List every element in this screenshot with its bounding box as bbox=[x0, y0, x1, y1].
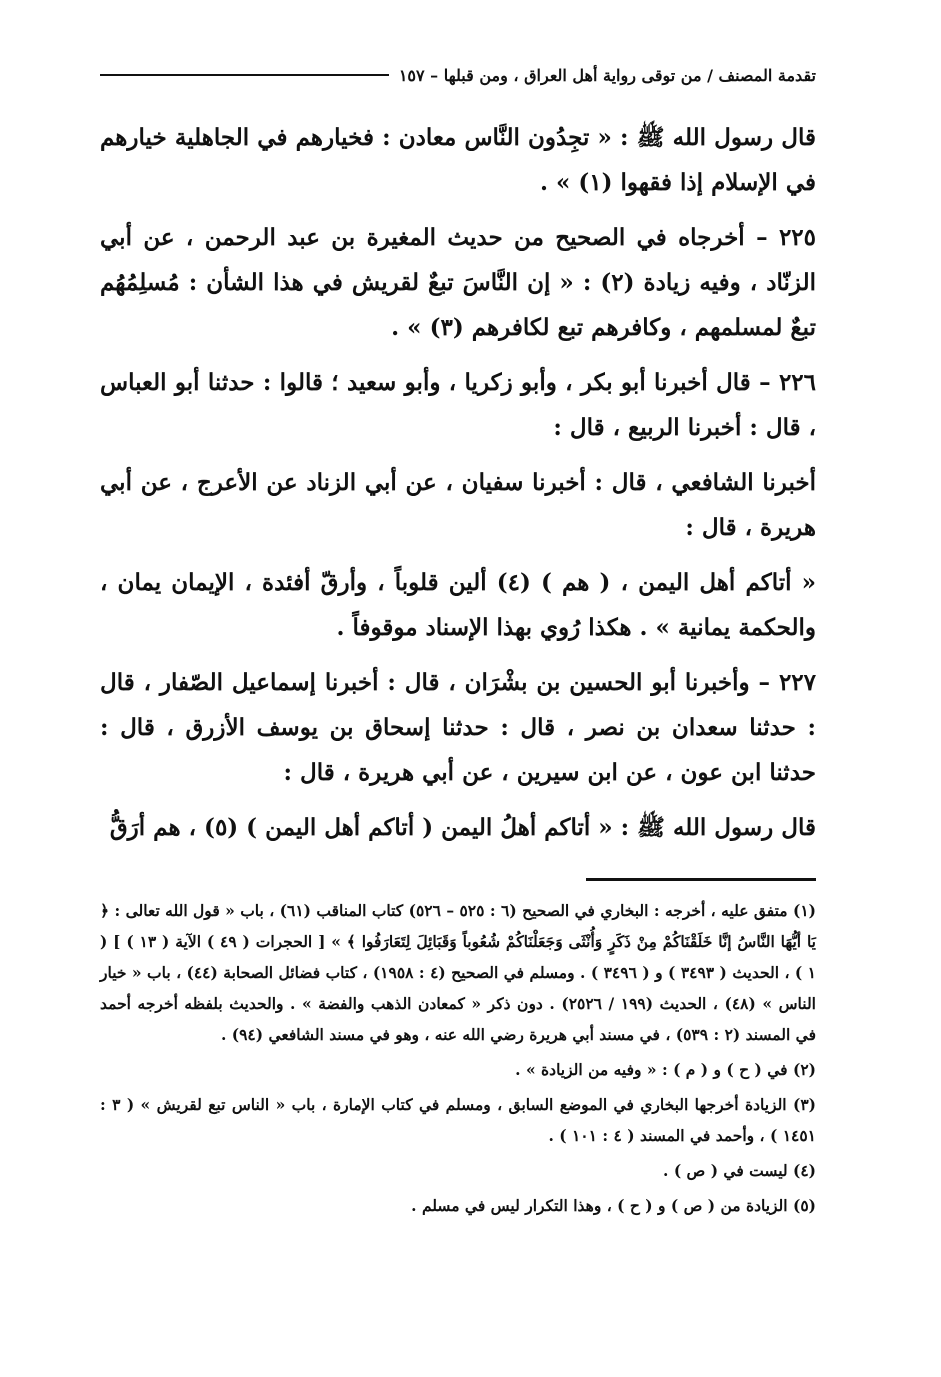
footnote: (٤) ليست في ( ص ) . bbox=[663, 1161, 816, 1180]
main-text bbox=[100, 115, 816, 850]
header-rule bbox=[100, 74, 389, 76]
paragraph: « أتاكم أهل اليمن ، ( هم ) (٤) ألين قلوباً ، وأرقّ أفئدة ، الإيمان يمان ، والحكمة يمانية » . هكذا رُوي بهذا الإسناد موقوفاً . bbox=[100, 569, 816, 641]
footnote-separator bbox=[586, 878, 816, 881]
paragraph: ٢٢٥ – أخرجاه في الصحيح من حديث المغيرة بن عبد الرحمن ، عن أبي الزنّاد ، وفيه زيادة (٢) : « إن النَّاسَ تبعٌ لقريش في هذا الشأن : مُسلِمُهُم تبعٌ لمسلمهم ، وكافرهم تبع لكافرهم (٣) » . bbox=[100, 224, 816, 341]
paragraph: ٢٢٧ – وأخبرنا أبو الحسين بن بشْرَان ، قال : أخبرنا إسماعيل الصّفار ، قال : حدثنا سعدان بن نصر ، قال : حدثنا إسحاق بن يوسف الأزرق ، قال : حدثنا ابن عون ، عن ابن سيرين ، عن أبي هريرة ، قال : bbox=[100, 669, 816, 786]
footnote: (٢) في ( ح ) و ( م ) : « وفيه من الزيادة » . bbox=[515, 1060, 816, 1079]
paragraph: قال رسول الله ﷺ : « أتاكم أهلُ اليمن ( أتاكم أهل اليمن ) (٥) ، هم أرَقُّ bbox=[109, 814, 816, 841]
book-page bbox=[100, 55, 816, 1225]
paragraph: أخبرنا الشافعي ، قال : أخبرنا سفيان ، عن أبي الزناد عن الأعرج ، عن أبي هريرة ، قال : bbox=[100, 469, 816, 541]
paragraph: قال رسول الله ﷺ : « تجِدُون النَّاس معادن : فخيارهم في الجاهلية خيارهم في الإسلام إذا فقهوا (١) » . bbox=[100, 124, 816, 196]
footnote: (٥) الزيادة من ( ص ) و ( ح ) ، وهذا التكرار ليس في مسلم . bbox=[411, 1196, 816, 1215]
running-title: تقدمة المصنف / من توقى رواية أهل العراق ، ومن قبلها – ١٥٧ bbox=[398, 65, 816, 85]
footnote: (٣) الزيادة أخرجها البخاري في الموضع السابق ، ومسلم في كتاب الإمارة ، باب « الناس تبع لقريش » ( ٣ : ١٤٥١ ) ، وأحمد في المسند ( ٤ : ١٠١ ) . bbox=[100, 1095, 816, 1145]
running-header bbox=[100, 55, 816, 95]
footnotes bbox=[100, 895, 816, 1221]
paragraph: ٢٢٦ – قال أخبرنا أبو بكر ، وأبو زكريا ، وأبو سعيد ؛ قالوا : حدثنا أبو العباس ، قال : أخبرنا الربيع ، قال : bbox=[100, 369, 816, 441]
footnote: (١) متفق عليه ، أخرجه : البخاري في الصحيح (٦ : ٥٢٥ – ٥٢٦) كتاب المناقب (٦١) ، باب « قول الله تعالى : ﴿ يَا أيُّهَا النَّاسُ إنَّا خَلَقْنَاكُمْ مِنْ ذَكَرٍ وَأُنْثَى وَجَعَلْنَاكُمْ شُعُوباً وَقَبَائِلَ لِتَعَارَفُوا ﴾ » [ الحجرات ( ٤٩ ) الآية ( ١٣ ) ] ( ١ ) ، الحديث ( ٣٤٩٣ ) و ( ٣٤٩٦ ) . ومسلم في الصحيح (٤ : ١٩٥٨) ، كتاب فضائل الصحابة (٤٤) ، باب « خيار الناس » (٤٨) ، الحديث (١٩٩ / ٢٥٢٦) . دون ذكر « كمعادن الذهب والفضة » . والحديث بلفظه أخرجه أحمد في المسند (٢ : ٥٣٩) ، في مسند أبي هريرة رضي الله عنه ، وهو في مسند الشافعي (٩٤) . bbox=[100, 901, 817, 1044]
